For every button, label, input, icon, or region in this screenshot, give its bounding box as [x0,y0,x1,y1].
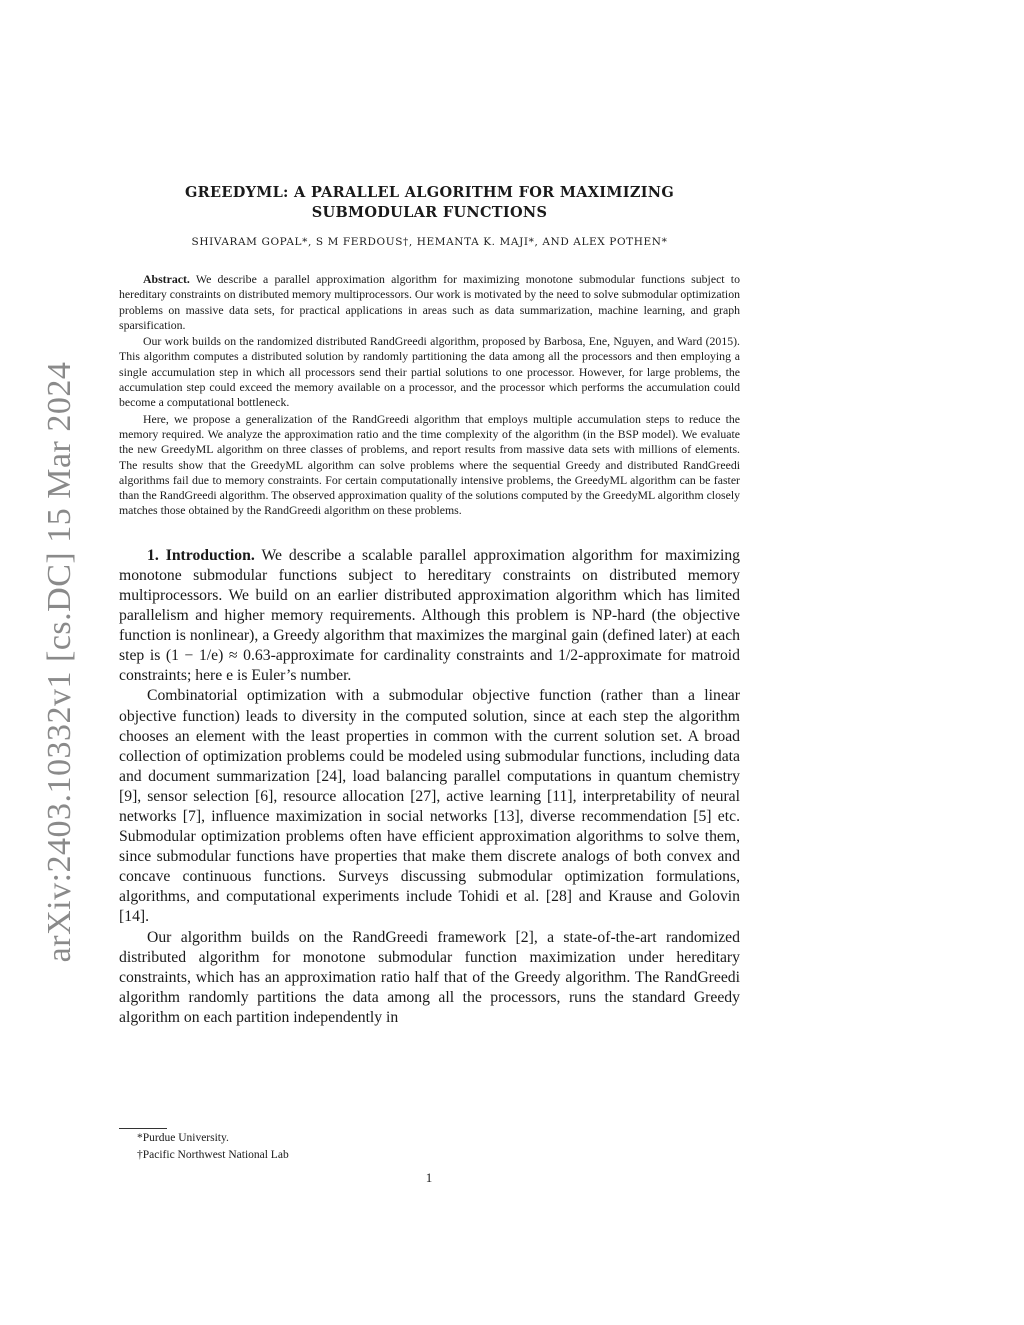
footnote-divider [119,1128,167,1129]
abstract-paragraph-1 [119,272,740,333]
intro-paragraph-1 [119,546,740,687]
intro-text-1: We describe a scalable parallel approximation algorithm for maximizing monotone submodular functions subject to hereditary constraints on distributed memory multiprocessors. We build on an earlier distributed approximation algorithm which has limited parallelism and higher memory requirements. Although this problem is NP-hard (the objective function is nonlinear), a Greedy algorithm that maximizes the marginal gain (defined later) at each step is (1 − 1/e) ≈ 0.63-approximate for cardinality constraints and 1/2-approximate for matroid constraints; here e is Euler’s number. [119,546,741,685]
paper-title [119,183,740,223]
page-number: 1 [425,1170,433,1185]
intro-paragraph-3: Our algorithm builds on the RandGreedi framework [2], a state-of-the-art randomized distributed algorithm for monotone submodular function maximization under hereditary constraints, which has an approximation ratio half that of the Greedy algorithm. The RandGreedi algorithm randomly partitions the data among all the processors, runs the standard Greedy algorithm on each partition independently in [119,928,740,1026]
footnote-1: *Purdue University. [137,1132,229,1144]
introduction-section [119,546,740,1028]
abstract-paragraph-3: Here, we propose a generalization of the RandGreedi algorithm that employs multiple accumulation steps to reduce the memory required. We analyze the approximation ratio and the time complexity of the algorithm (in the BSP model). We evaluate the new GreedyML algorithm on three classes of problems, and report results from massive data sets with millions of elements. The results show that the GreedyML algorithm can solve problems where the sequential Greedy and distributed RandGreedi algorithms fail due to memory constraints. For certain computationally intensive problems, the GreedyML algorithm can be faster than the RandGreedi algorithm. The observed approximation quality of the solutions computed by the GreedyML algorithm closely matches those obtained by the RandGreedi algorithm on these problems. [119,411,740,518]
abstract-label: Abstract. [143,272,190,286]
section-heading: 1. Introduction. [147,546,255,564]
title-line-1: GREEDYML: A PARALLEL ALGORITHM FOR MAXIMIZING [184,184,675,201]
abstract [119,272,740,519]
title-line-2: SUBMODULAR FUNCTIONS [311,204,548,221]
arxiv-identifier: arXiv:2403.10332v1 [cs.DC] 15 Mar 2024 [41,361,78,963]
intro-paragraph-2: Combinatorial optimization with a submodular objective function (rather than a linear objective function) leads to diversity in the computed solution, since at each step the algorithm chooses an element with the least properties in common with the current solution set. A broad collection of optimization problems could be modeled using submodular functions, including data and document summarization [24], load balancing parallel computations in quantum chemistry [9], sensor selection [6], resource allocation [27], active learning [11], interpretability of neural networks [7], influence maximization in social networks [13], diverse recommendation [5] etc. Submodular optimization problems often have efficient approximation algorithms to solve them, since submodular functions have properties that make them discrete analogs of both convex and concave continuous functions. Surveys discussing submodular optimization formulations, algorithms, and computational experiments include Tohidi et al. [28] and Krause and Golovin [14]. [119,687,740,926]
abstract-paragraph-2: Our work builds on the randomized distributed RandGreedi algorithm, proposed by Barbosa, Ene, Nguyen, and Ward (2015). This algorithm computes a distributed solution by randomly partitioning the data among all the processors and then employing a single accumulation step in which all processors send their partial solutions to one processor. However, for large problems, the accumulation step could exceed the memory available on a processor, and the processor which performs the accumulation could become a computational bottleneck. [119,334,740,410]
abstract-text-1: We describe a parallel approximation algorithm for maximizing monotone submodular functions subject to hereditary constraints on distributed memory multiprocessors. Our work is motivated by the need to solve submodular optimization problems on massive data sets, for practical applications in areas such as data summarization, machine learning, and graph sparsification. [119,272,740,332]
footnote-2: †Pacific Northwest National Lab [137,1149,289,1161]
author-list: SHIVARAM GOPAL*, S M FERDOUS†, HEMANTA K. MAJI*, AND ALEX POTHEN* [191,236,668,248]
footnotes [137,1130,537,1164]
paper-page [119,183,740,1028]
